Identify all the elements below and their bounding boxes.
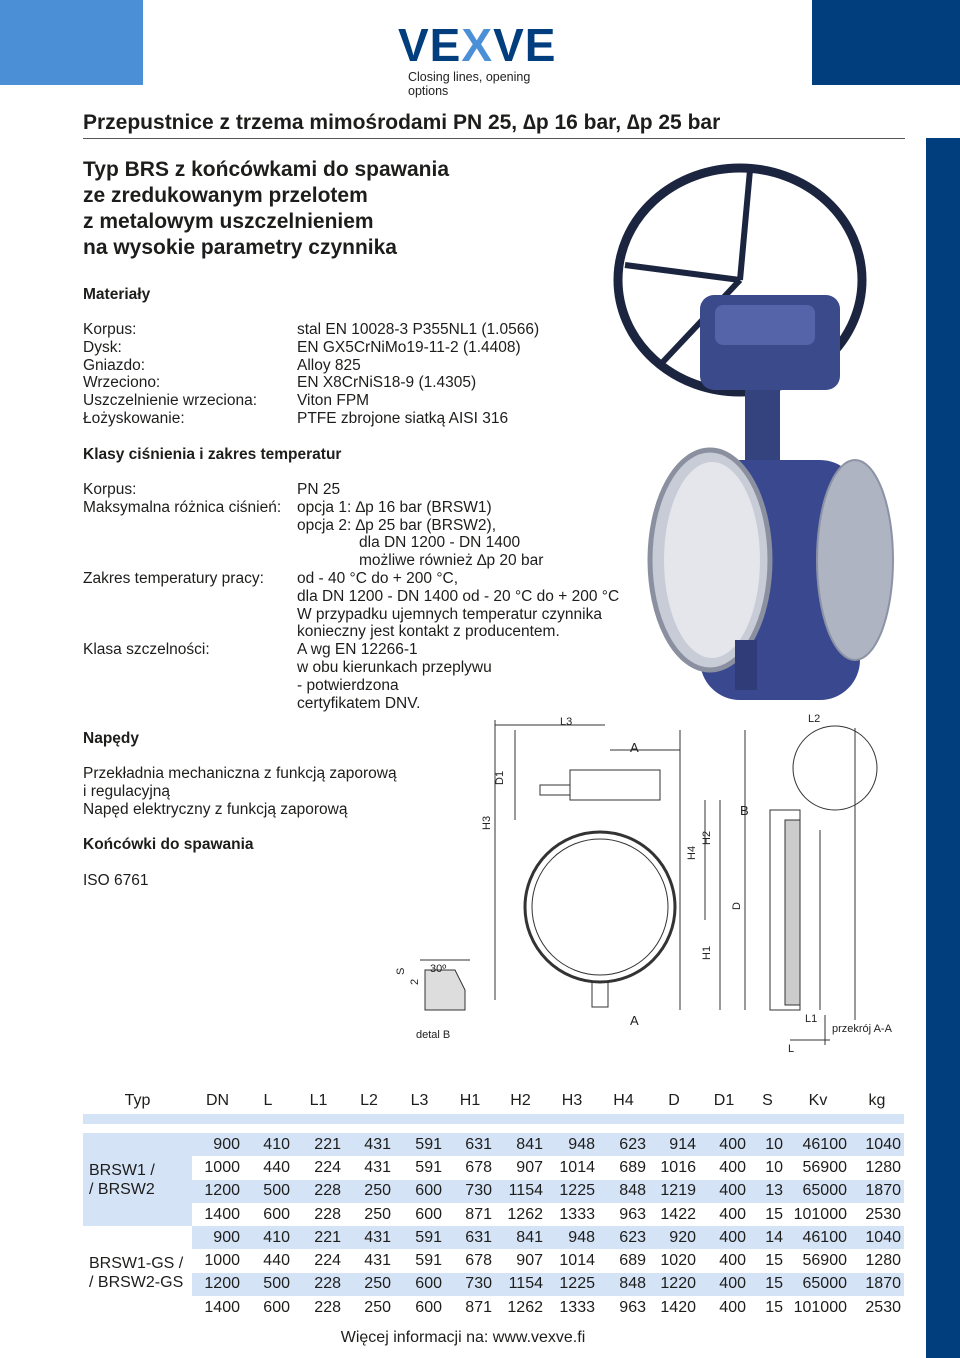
table-cell: 591 bbox=[415, 1158, 442, 1176]
value: dla DN 1200 - DN 1400 bbox=[359, 534, 521, 552]
material-value: PTFE zbrojone siatką AISI 316 bbox=[297, 409, 509, 427]
value: opcja 1: ∆p 16 bar (BRSW1) bbox=[297, 498, 492, 516]
column-header: D1 bbox=[713, 1092, 735, 1109]
table-cell: 1220 bbox=[649, 1273, 699, 1296]
subtitle bbox=[83, 157, 449, 261]
table-cell: 600 bbox=[394, 1180, 445, 1203]
table-cell: 400 bbox=[699, 1133, 749, 1156]
table-cell: 600 bbox=[415, 1298, 442, 1316]
table-cell: 871 bbox=[465, 1205, 492, 1223]
page-title: Przepustnice z trzema mimośrodami PN 25, ∆p 16 bar, ∆p 25 bar bbox=[83, 111, 721, 134]
pressure-values bbox=[297, 481, 619, 712]
table-cell: 224 bbox=[314, 1158, 341, 1176]
drawing-label: L3 bbox=[560, 716, 573, 728]
table-cell: 250 bbox=[344, 1180, 394, 1203]
tagline: Closing lines, opening options bbox=[408, 70, 531, 98]
table-cell: 1400 bbox=[204, 1205, 240, 1223]
material-row bbox=[83, 338, 521, 357]
table-cell: 900 bbox=[192, 1133, 243, 1156]
label: Korpus: bbox=[83, 481, 137, 498]
table-cell: 689 bbox=[619, 1158, 646, 1176]
column-header: H2 bbox=[510, 1092, 531, 1109]
label: Klasa szczelności: bbox=[83, 641, 210, 658]
table-cell: 2530 bbox=[865, 1298, 901, 1316]
value: w obu kierunkach przeplywu bbox=[297, 658, 492, 676]
pressure-heading: Klasy ciśnienia i zakres temperatur bbox=[83, 446, 342, 463]
table-cell: 1225 bbox=[546, 1273, 598, 1296]
drive-line: i regulacyjną bbox=[83, 782, 171, 800]
table-cell: 1020 bbox=[660, 1252, 696, 1270]
drives-list bbox=[83, 765, 397, 818]
material-row bbox=[83, 409, 509, 428]
material-value: EN X8CrNiS18-9 (1.4305) bbox=[297, 374, 477, 392]
table-cell: 623 bbox=[598, 1226, 649, 1249]
table-cell: 1154 bbox=[495, 1273, 546, 1296]
table-cell: 101000 bbox=[793, 1205, 847, 1223]
table-cell: 1219 bbox=[649, 1180, 699, 1203]
column-header: L3 bbox=[410, 1092, 429, 1109]
type-line: BRSW1-GS / bbox=[89, 1254, 184, 1272]
value: certyfikatem DNV. bbox=[297, 694, 421, 712]
label: Zakres temperatury pracy: bbox=[83, 570, 264, 587]
drive-line: Napęd elektryczny z funkcją zaporową bbox=[83, 800, 348, 818]
label: Maksymalna różnica ciśnień: bbox=[83, 498, 282, 516]
table-cell: 1400 bbox=[204, 1298, 240, 1316]
material-row bbox=[83, 392, 370, 410]
table-cell: 400 bbox=[699, 1273, 749, 1296]
subtitle-line: z metalowym uszczelnieniem bbox=[83, 210, 374, 233]
value: opcja 2: ∆p 25 bar (BRSW2), bbox=[297, 516, 497, 534]
table-cell: 591 bbox=[394, 1226, 445, 1249]
column-header: H3 bbox=[561, 1092, 583, 1109]
table-cell: 15 bbox=[749, 1273, 786, 1296]
table-cell: 410 bbox=[243, 1133, 293, 1156]
table-cell: 1280 bbox=[865, 1158, 901, 1176]
table-cell: 2530 bbox=[865, 1205, 901, 1223]
table-cell: 431 bbox=[344, 1133, 394, 1156]
table-cell: 15 bbox=[765, 1205, 783, 1223]
table-cell: 13 bbox=[749, 1180, 786, 1203]
table-cell: 400 bbox=[699, 1180, 749, 1203]
table-cell: 848 bbox=[598, 1273, 649, 1296]
table-cell: 15 bbox=[765, 1252, 783, 1270]
table-cell: 920 bbox=[649, 1226, 699, 1249]
table-cell: 65000 bbox=[786, 1273, 850, 1296]
material-row bbox=[83, 321, 540, 339]
table-cell: 1200 bbox=[192, 1180, 243, 1203]
material-row bbox=[83, 374, 477, 392]
table-cell: 948 bbox=[546, 1133, 598, 1156]
table-cell: 1333 bbox=[559, 1298, 595, 1316]
table-cell: 1420 bbox=[660, 1298, 696, 1316]
drawing-label: L1 bbox=[805, 1013, 818, 1025]
table-cell: 871 bbox=[465, 1298, 492, 1316]
table-cell: 631 bbox=[445, 1226, 495, 1249]
table-cell: 631 bbox=[445, 1133, 495, 1156]
subtitle-line: na wysokie parametry czynnika bbox=[83, 236, 397, 259]
table-cell: 848 bbox=[598, 1180, 649, 1203]
drawing-label: S bbox=[395, 967, 407, 975]
table-cell: 900 bbox=[192, 1226, 243, 1249]
drawing-label: H3 bbox=[481, 815, 493, 830]
table-cell: 221 bbox=[293, 1226, 344, 1249]
table-row bbox=[83, 1133, 904, 1156]
drawing-label: 30º bbox=[430, 963, 447, 975]
dimensions-table bbox=[83, 1088, 904, 1319]
table-cell: 400 bbox=[719, 1252, 746, 1270]
table-cell: 1280 bbox=[865, 1252, 901, 1270]
table-cell: 228 bbox=[293, 1273, 344, 1296]
table-cell: 963 bbox=[619, 1298, 646, 1316]
column-header: H4 bbox=[613, 1092, 634, 1109]
table-cell: 689 bbox=[619, 1252, 646, 1270]
table-cell: 500 bbox=[243, 1180, 293, 1203]
table-row bbox=[83, 1203, 904, 1226]
table-cell: 1870 bbox=[850, 1273, 904, 1296]
table-row bbox=[83, 1226, 904, 1249]
table-cell: 10 bbox=[749, 1133, 786, 1156]
table-cell: 400 bbox=[719, 1205, 746, 1223]
drawing-label: przekrój A-A bbox=[832, 1023, 892, 1035]
table-row bbox=[83, 1296, 904, 1319]
type-line: / BRSW2 bbox=[89, 1180, 155, 1198]
table-cell: 1225 bbox=[546, 1180, 598, 1203]
column-header: Kv bbox=[808, 1092, 828, 1109]
drawing-label: D bbox=[731, 902, 743, 910]
front-view bbox=[495, 720, 720, 1010]
column-header: L2 bbox=[360, 1092, 378, 1109]
drive-line: Przekładnia mechaniczna z funkcją zaporową bbox=[83, 765, 397, 782]
drawing-label: H4 bbox=[686, 845, 698, 860]
table-cell: 1000 bbox=[204, 1158, 240, 1176]
valve-image bbox=[600, 160, 926, 700]
table-cell: 963 bbox=[619, 1205, 646, 1223]
table-cell: 1014 bbox=[559, 1158, 595, 1176]
logo-x: X bbox=[461, 19, 494, 71]
table-cell: 410 bbox=[243, 1226, 293, 1249]
table-cell: 250 bbox=[364, 1298, 391, 1316]
table-cell: 224 bbox=[314, 1252, 341, 1270]
table-row bbox=[83, 1156, 904, 1179]
logo-part: VE bbox=[493, 19, 557, 71]
table-cell: 250 bbox=[344, 1273, 394, 1296]
corner-block-right bbox=[812, 0, 960, 85]
table-cell: 600 bbox=[263, 1205, 290, 1223]
table-cell: 841 bbox=[495, 1226, 546, 1249]
table-cell: 15 bbox=[765, 1298, 783, 1316]
drawing-label: A bbox=[630, 740, 639, 755]
material-value: Viton FPM bbox=[297, 392, 370, 410]
subtitle-line: ze zredukowanym przelotem bbox=[83, 184, 368, 207]
table-cell: 1000 bbox=[204, 1252, 240, 1270]
table-cell: 600 bbox=[263, 1298, 290, 1316]
table-row bbox=[83, 1180, 904, 1203]
subtitle-line: Typ BRS z końcówkami do spawania bbox=[83, 158, 450, 181]
table-cell: 440 bbox=[263, 1158, 290, 1176]
drives-heading: Napędy bbox=[83, 730, 139, 747]
type-line: BRSW1 / bbox=[89, 1161, 155, 1179]
type-cell bbox=[83, 1226, 192, 1319]
drawing-label: L bbox=[788, 1043, 795, 1055]
column-header: H1 bbox=[459, 1092, 481, 1109]
technical-drawing bbox=[380, 710, 926, 1070]
column-header: D bbox=[668, 1092, 680, 1109]
table-cell: 1154 bbox=[495, 1180, 546, 1203]
table-cell: 1262 bbox=[507, 1298, 543, 1316]
table-cell: 228 bbox=[314, 1205, 341, 1223]
table-cell: 400 bbox=[699, 1226, 749, 1249]
table-cell: 65000 bbox=[786, 1180, 850, 1203]
corner-block-left bbox=[0, 0, 143, 85]
table-cell: 46100 bbox=[786, 1133, 850, 1156]
table-row bbox=[83, 1249, 904, 1272]
table-cell: 730 bbox=[445, 1273, 495, 1296]
table-cell: 1200 bbox=[192, 1273, 243, 1296]
value: W przypadku ujemnych temperatur czynnika bbox=[297, 605, 602, 623]
table-cell: 678 bbox=[465, 1158, 492, 1176]
table-cell: 1040 bbox=[850, 1133, 904, 1156]
table-cell: 1422 bbox=[660, 1205, 696, 1223]
ends-value: ISO 6761 bbox=[83, 872, 149, 889]
column-header: DN bbox=[205, 1092, 230, 1109]
table-cell: 431 bbox=[344, 1226, 394, 1249]
table-row bbox=[83, 1273, 904, 1296]
material-label: Łożyskowanie: bbox=[83, 409, 185, 427]
material-row bbox=[83, 356, 361, 375]
drawing-label: B bbox=[740, 803, 749, 818]
table-header bbox=[83, 1088, 904, 1114]
vexve-logo bbox=[398, 19, 568, 98]
table-cell: 907 bbox=[516, 1252, 543, 1270]
type-cell bbox=[83, 1133, 192, 1226]
column-header: kg bbox=[868, 1092, 886, 1109]
material-label: Korpus: bbox=[83, 321, 137, 338]
material-value: stal EN 10028-3 P355NL1 (1.0566) bbox=[297, 321, 540, 338]
column-header: L1 bbox=[309, 1092, 328, 1109]
materials-list bbox=[83, 321, 540, 428]
divider bbox=[83, 138, 905, 139]
value: konieczny jest kontakt z producentem. bbox=[297, 623, 560, 641]
type-line: / BRSW2-GS bbox=[89, 1273, 184, 1291]
section-view bbox=[745, 726, 877, 1045]
value: dla DN 1200 - DN 1400 od - 20 °C do + 200 °C bbox=[297, 587, 620, 605]
column-header: S bbox=[762, 1092, 773, 1109]
material-label: Uszczelnienie wrzeciona: bbox=[83, 392, 258, 410]
ends-heading: Końcówki do spawania bbox=[83, 836, 254, 853]
value: - potwierdzona bbox=[297, 676, 399, 694]
material-label: Gniazdo: bbox=[83, 356, 146, 374]
table-cell: 400 bbox=[719, 1158, 746, 1176]
value: A wg EN 12266-1 bbox=[297, 641, 418, 659]
table-cell: 914 bbox=[649, 1133, 699, 1156]
table-cell: 10 bbox=[765, 1158, 783, 1176]
column-header: Typ bbox=[124, 1092, 151, 1109]
table-cell: 250 bbox=[364, 1205, 391, 1223]
table-cell: 1016 bbox=[660, 1158, 696, 1176]
drawing-label: H1 bbox=[701, 945, 713, 960]
table-cell: 14 bbox=[749, 1226, 786, 1249]
drawing-label: L2 bbox=[808, 713, 821, 725]
material-label: Dysk: bbox=[83, 338, 122, 356]
table-cell: 221 bbox=[293, 1133, 344, 1156]
table-cell: 907 bbox=[516, 1158, 543, 1176]
table-cell: 1333 bbox=[559, 1205, 595, 1223]
table-cell: 431 bbox=[364, 1158, 391, 1176]
side-stripe bbox=[926, 138, 960, 1358]
footer-link[interactable]: Więcej informacji na: www.vexve.fi bbox=[340, 1329, 586, 1346]
table-cell: 500 bbox=[243, 1273, 293, 1296]
table-cell: 46100 bbox=[786, 1226, 850, 1249]
table-cell: 101000 bbox=[793, 1298, 847, 1316]
table-cell: 841 bbox=[495, 1133, 546, 1156]
table-cell: 730 bbox=[445, 1180, 495, 1203]
drawing-label: A bbox=[630, 1013, 639, 1028]
value: od - 40 °C do + 200 °C, bbox=[297, 569, 459, 587]
logo-part: VE bbox=[398, 19, 462, 71]
table-cell: 591 bbox=[415, 1252, 442, 1270]
table-cell: 400 bbox=[719, 1298, 746, 1316]
table-cell: 1262 bbox=[507, 1205, 543, 1223]
table-cell: 1014 bbox=[559, 1252, 595, 1270]
table-cell: 600 bbox=[415, 1205, 442, 1223]
table-cell: 440 bbox=[263, 1252, 290, 1270]
table-cell: 591 bbox=[394, 1133, 445, 1156]
material-value: Alloy 825 bbox=[297, 356, 361, 374]
table-cell: 623 bbox=[598, 1133, 649, 1156]
value: PN 25 bbox=[297, 481, 341, 498]
material-label: Wrzeciono: bbox=[83, 374, 161, 392]
table-cell: 431 bbox=[364, 1252, 391, 1270]
table-cell: 948 bbox=[546, 1226, 598, 1249]
table-cell: 1870 bbox=[850, 1180, 904, 1203]
drawing-label: 2 bbox=[409, 978, 421, 985]
drawing-label: H2 bbox=[701, 830, 713, 845]
table-cell: 56900 bbox=[802, 1252, 847, 1270]
value: możliwe również ∆p 20 bar bbox=[359, 552, 544, 570]
materials-heading: Materiały bbox=[83, 286, 151, 303]
table-cell: 56900 bbox=[802, 1158, 847, 1176]
column-header: L bbox=[263, 1092, 273, 1109]
table-cell: 228 bbox=[314, 1298, 341, 1316]
table-cell: 678 bbox=[465, 1252, 492, 1270]
table-cell: 228 bbox=[293, 1180, 344, 1203]
drawing-label: D1 bbox=[494, 770, 506, 785]
material-value: EN GX5CrNiMo19-11-2 (1.4408) bbox=[297, 338, 521, 356]
table-cell: 1040 bbox=[850, 1226, 904, 1249]
table-cell: 600 bbox=[394, 1273, 445, 1296]
drawing-label: detal B bbox=[416, 1029, 451, 1041]
